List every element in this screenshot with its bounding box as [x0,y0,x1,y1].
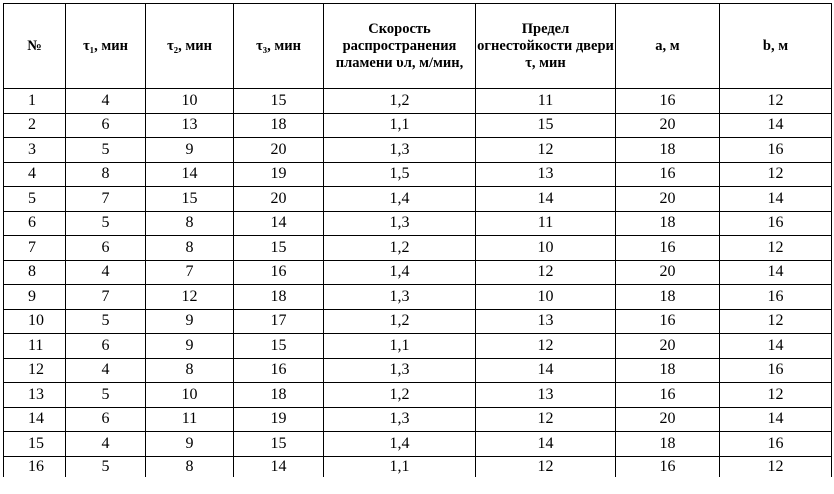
cell-a: 20 [616,260,720,285]
cell-tau3: 18 [234,383,324,408]
cell-door-fire-resistance: 12 [476,407,616,432]
cell-tau3: 19 [234,407,324,432]
header-tau2: τ₂, мин [146,4,234,89]
cell-door-fire-resistance: 13 [476,162,616,187]
cell-tau1: 4 [66,89,146,114]
table-body [4,89,832,477]
cell-tau2: 9 [146,309,234,334]
cell-b: 16 [720,358,832,383]
cell-tau3: 17 [234,309,324,334]
cell-tau1: 6 [66,236,146,261]
header-tau3: τ₃, мин [234,4,324,89]
cell-door-fire-resistance: 13 [476,309,616,334]
cell-tau1: 4 [66,358,146,383]
cell-number: 3 [4,138,66,163]
cell-tau2: 9 [146,432,234,457]
cell-flame-speed: 1,5 [324,162,476,187]
cell-number: 13 [4,383,66,408]
cell-number: 15 [4,432,66,457]
cell-tau1: 5 [66,456,146,477]
cell-b: 16 [720,432,832,457]
cell-number: 11 [4,334,66,359]
cell-tau2: 7 [146,260,234,285]
cell-flame-speed: 1,2 [324,309,476,334]
cell-tau2: 10 [146,89,234,114]
cell-tau1: 6 [66,334,146,359]
cell-tau3: 16 [234,358,324,383]
table-row [4,236,832,261]
cell-door-fire-resistance: 12 [476,456,616,477]
cell-b: 14 [720,187,832,212]
variants-table [3,3,832,477]
cell-tau3: 14 [234,456,324,477]
cell-number: 7 [4,236,66,261]
cell-flame-speed: 1,1 [324,113,476,138]
cell-tau2: 15 [146,187,234,212]
cell-number: 2 [4,113,66,138]
cell-tau1: 5 [66,383,146,408]
cell-tau3: 15 [234,334,324,359]
header-flame-speed: Скорость распространения пламени υл, м/мин, [324,4,476,89]
cell-tau3: 15 [234,432,324,457]
cell-tau3: 16 [234,260,324,285]
cell-a: 18 [616,211,720,236]
cell-door-fire-resistance: 11 [476,89,616,114]
cell-door-fire-resistance: 10 [476,285,616,310]
cell-tau1: 7 [66,285,146,310]
cell-a: 18 [616,432,720,457]
cell-number: 5 [4,187,66,212]
cell-flame-speed: 1,2 [324,236,476,261]
table-row [4,383,832,408]
cell-b: 14 [720,113,832,138]
cell-a: 20 [616,187,720,212]
cell-tau1: 4 [66,260,146,285]
cell-a: 16 [616,89,720,114]
cell-b: 14 [720,260,832,285]
cell-number: 1 [4,89,66,114]
cell-tau2: 8 [146,358,234,383]
cell-a: 20 [616,113,720,138]
cell-b: 12 [720,89,832,114]
cell-flame-speed: 1,1 [324,456,476,477]
cell-tau2: 11 [146,407,234,432]
table-row [4,138,832,163]
cell-a: 16 [616,309,720,334]
cell-tau3: 15 [234,89,324,114]
cell-tau1: 8 [66,162,146,187]
table-row [4,309,832,334]
cell-b: 12 [720,236,832,261]
cell-tau2: 10 [146,383,234,408]
cell-flame-speed: 1,3 [324,138,476,163]
cell-flame-speed: 1,4 [324,432,476,457]
cell-b: 12 [720,162,832,187]
cell-tau3: 20 [234,187,324,212]
header-door-fire-resistance: Предел огнестойкости двери τ, мин [476,4,616,89]
cell-tau3: 18 [234,113,324,138]
table-row [4,89,832,114]
cell-tau2: 9 [146,334,234,359]
cell-flame-speed: 1,4 [324,260,476,285]
cell-b: 14 [720,407,832,432]
cell-b: 16 [720,285,832,310]
cell-flame-speed: 1,1 [324,334,476,359]
cell-number: 6 [4,211,66,236]
cell-flame-speed: 1,3 [324,407,476,432]
cell-flame-speed: 1,2 [324,89,476,114]
cell-tau2: 14 [146,162,234,187]
cell-b: 12 [720,456,832,477]
cell-door-fire-resistance: 14 [476,358,616,383]
cell-b: 16 [720,211,832,236]
cell-tau3: 14 [234,211,324,236]
cell-door-fire-resistance: 12 [476,260,616,285]
cell-number: 14 [4,407,66,432]
cell-a: 16 [616,383,720,408]
cell-door-fire-resistance: 15 [476,113,616,138]
table-row [4,162,832,187]
cell-flame-speed: 1,2 [324,383,476,408]
cell-number: 16 [4,456,66,477]
header-number: № [4,4,66,89]
header-tau1: τ₁, мин [66,4,146,89]
table-row [4,211,832,236]
cell-tau2: 12 [146,285,234,310]
cell-door-fire-resistance: 12 [476,138,616,163]
cell-tau1: 5 [66,138,146,163]
cell-flame-speed: 1,3 [324,358,476,383]
cell-a: 16 [616,236,720,261]
cell-tau1: 5 [66,211,146,236]
table-row [4,187,832,212]
cell-a: 20 [616,407,720,432]
cell-b: 12 [720,383,832,408]
cell-tau2: 9 [146,138,234,163]
table-row [4,456,832,477]
cell-tau1: 7 [66,187,146,212]
cell-door-fire-resistance: 14 [476,432,616,457]
cell-number: 8 [4,260,66,285]
cell-door-fire-resistance: 10 [476,236,616,261]
cell-tau1: 6 [66,407,146,432]
cell-flame-speed: 1,3 [324,285,476,310]
cell-b: 14 [720,334,832,359]
cell-tau1: 6 [66,113,146,138]
cell-tau1: 4 [66,432,146,457]
cell-tau3: 15 [234,236,324,261]
table-row [4,334,832,359]
table-row [4,285,832,310]
cell-door-fire-resistance: 12 [476,334,616,359]
header-a: a, м [616,4,720,89]
cell-tau3: 19 [234,162,324,187]
cell-tau2: 8 [146,456,234,477]
header-row [4,4,832,89]
cell-tau3: 18 [234,285,324,310]
cell-number: 4 [4,162,66,187]
cell-door-fire-resistance: 14 [476,187,616,212]
table-row [4,260,832,285]
cell-tau3: 20 [234,138,324,163]
cell-number: 10 [4,309,66,334]
cell-b: 12 [720,309,832,334]
cell-a: 20 [616,334,720,359]
cell-door-fire-resistance: 11 [476,211,616,236]
table-header [4,4,832,89]
cell-flame-speed: 1,3 [324,211,476,236]
cell-tau1: 5 [66,309,146,334]
cell-number: 9 [4,285,66,310]
cell-a: 16 [616,456,720,477]
header-b: b, м [720,4,832,89]
cell-a: 18 [616,285,720,310]
table-row [4,432,832,457]
table-row [4,407,832,432]
cell-tau2: 13 [146,113,234,138]
cell-tau2: 8 [146,236,234,261]
cell-number: 12 [4,358,66,383]
cell-a: 18 [616,138,720,163]
cell-flame-speed: 1,4 [324,187,476,212]
table-row [4,113,832,138]
cell-door-fire-resistance: 13 [476,383,616,408]
cell-tau2: 8 [146,211,234,236]
cell-a: 18 [616,358,720,383]
cell-b: 16 [720,138,832,163]
table-row [4,358,832,383]
cell-a: 16 [616,162,720,187]
